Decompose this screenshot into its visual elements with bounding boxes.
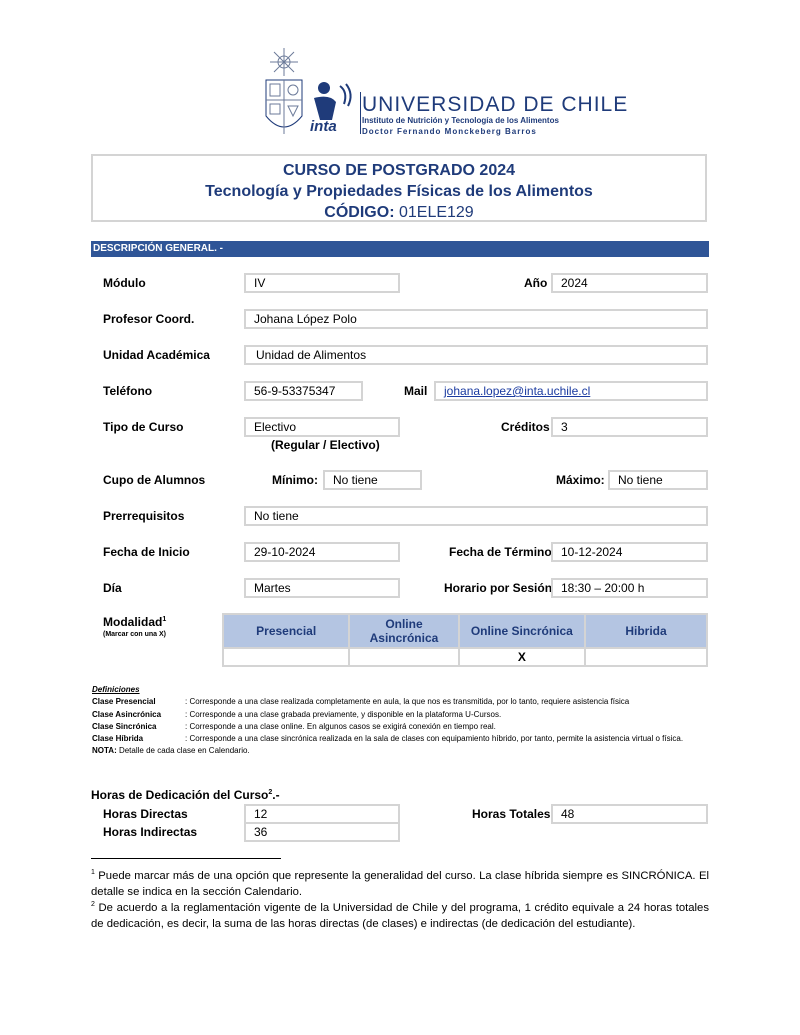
horas-directas-label: Horas Directas <box>103 807 188 821</box>
inicio-field: 29-10-2024 <box>244 542 400 562</box>
definiciones-heading: Definiciones <box>92 685 140 694</box>
horas-heading: Horas de Dedicación del Curso$^2$.- <box>91 788 280 802</box>
dia-field: Martes <box>244 578 400 598</box>
telefono-label: Teléfono <box>103 384 153 398</box>
horas-indirectas-field: 36 <box>244 822 400 842</box>
modalidad-note: (Marcar con una X) <box>103 631 167 638</box>
institute-subtitle: Doctor Fernando Monckeberg Barros <box>362 127 537 136</box>
telefono-field: 56-9-53375347 <box>244 381 363 401</box>
modalidad-mark-presencial <box>223 648 349 666</box>
modulo-label: Módulo <box>103 276 146 290</box>
horas-directas-field: 12 <box>244 804 400 824</box>
anio-label: Año <box>524 276 548 290</box>
minimo-field: No tiene <box>323 470 422 490</box>
termino-field: 10-12-2024 <box>551 542 708 562</box>
section-header-descripcion: DESCRIPCIÓN GENERAL. - <box>91 241 709 257</box>
unidad-field: Unidad de Alimentos <box>244 345 708 365</box>
unidad-label: Unidad Académica <box>103 348 210 362</box>
definiciones-block <box>92 684 710 758</box>
modalidad-col-asincronica: Online Asincrónica <box>349 614 458 648</box>
modulo-field: IV <box>244 273 400 293</box>
maximo-label: Máximo: <box>556 473 605 487</box>
tipo-label: Tipo de Curso <box>103 420 184 434</box>
creditos-field: 3 <box>551 417 708 437</box>
course-title-line2: Tecnología y Propiedades Físicas de los Alimentos <box>205 183 593 200</box>
horario-label: Horario por Sesión <box>444 581 553 595</box>
modalidad-mark-asincronica <box>349 648 458 666</box>
mail-label: Mail <box>404 384 428 398</box>
prerreq-label: Prerrequisitos <box>103 509 185 523</box>
horas-totales-field: 48 <box>551 804 708 824</box>
mail-link[interactable]: johana.lopez@inta.uchile.cl <box>444 384 591 398</box>
definicion-item: Clase Asincrónica : Corresponde a una clase grabada previamente, y disponible en la plataforma U-Cursos. <box>92 709 502 719</box>
university-name: UNIVERSIDAD DE CHILE <box>362 93 629 116</box>
definicion-item: Clase Presencial : Corresponde a una clase realizada completamente en aula, la que nos es transmitida, por lo tanto, requiere asistencia física <box>92 697 630 707</box>
cupo-label: Cupo de Alumnos <box>103 473 206 487</box>
modalidad-mark-hibrida <box>585 648 707 666</box>
footnote-2: $^2$ De acuerdo a la reglamentación vigente de la Universidad de Chile y del programa, 1 crédito equivale a 24 horas totales de dedicación, es decir, la suma de las horas directas (de clases) e indirectas (de dedicación del estudiante). <box>91 901 709 930</box>
inta-logo-text: inta <box>310 118 337 135</box>
horas-totales-label: Horas Totales <box>472 807 551 821</box>
logo-divider <box>360 92 361 134</box>
course-title-box <box>91 154 707 222</box>
definicion-item: Clase Híbrida : Corresponde a una clase sincrónica realizada en la sala de clases con equipamiento híbrido, por tanto, permite la asistencia virtual o física. <box>92 734 684 744</box>
termino-label: Fecha de Término <box>449 545 552 559</box>
tipo-field: Electivo <box>244 417 400 437</box>
footnote-1: $^1$ Puede marcar más de una opción que represente la generalidad del curso. La clase híbrida siempre es SINCRÓNICA. El detalle se indica en la sección Calendario. <box>91 869 709 898</box>
creditos-label: Créditos <box>501 420 550 434</box>
prerreq-field: No tiene <box>244 506 708 526</box>
horas-indirectas-label: Horas Indirectas <box>103 825 198 839</box>
profesor-label: Profesor Coord. <box>103 312 195 326</box>
modalidad-col-hibrida: Hibrida <box>585 614 707 648</box>
modalidad-label: Modalidad$^1$ <box>103 615 167 629</box>
institute-name: Instituto de Nutrición y Tecnología de los Alimentos <box>362 116 559 125</box>
tipo-note: (Regular / Electivo) <box>271 438 380 452</box>
code-label: CÓDIGO: <box>324 204 395 221</box>
profesor-field: Johana López Polo <box>244 309 708 329</box>
definicion-item: Clase Sincrónica : Corresponde a una clase online. En algunos casos se exigirá conexión en tiempo real. <box>92 721 496 731</box>
footnote-divider <box>91 858 281 859</box>
course-code <box>93 202 705 223</box>
maximo-field: No tiene <box>608 470 708 490</box>
dia-label: Día <box>103 581 122 595</box>
anio-field: 2024 <box>551 273 708 293</box>
university-seal-icon <box>262 46 306 140</box>
modalidad-col-sincronica: Online Sincrónica <box>459 614 585 648</box>
definiciones-nota: NOTA: Detalle de cada clase en Calendario. <box>92 746 250 756</box>
mail-field <box>434 381 708 401</box>
course-title-line1: CURSO DE POSTGRADO 2024 <box>282 162 516 179</box>
minimo-label: Mínimo: <box>272 473 318 487</box>
horario-field: 18:30 – 20:00 h <box>551 578 708 598</box>
code-value: 01ELE129 <box>398 204 474 221</box>
modalidad-table <box>222 613 708 667</box>
inicio-label: Fecha de Inicio <box>103 545 190 559</box>
modalidad-col-presencial: Presencial <box>223 614 349 648</box>
modalidad-mark-sincronica: X <box>459 648 585 666</box>
